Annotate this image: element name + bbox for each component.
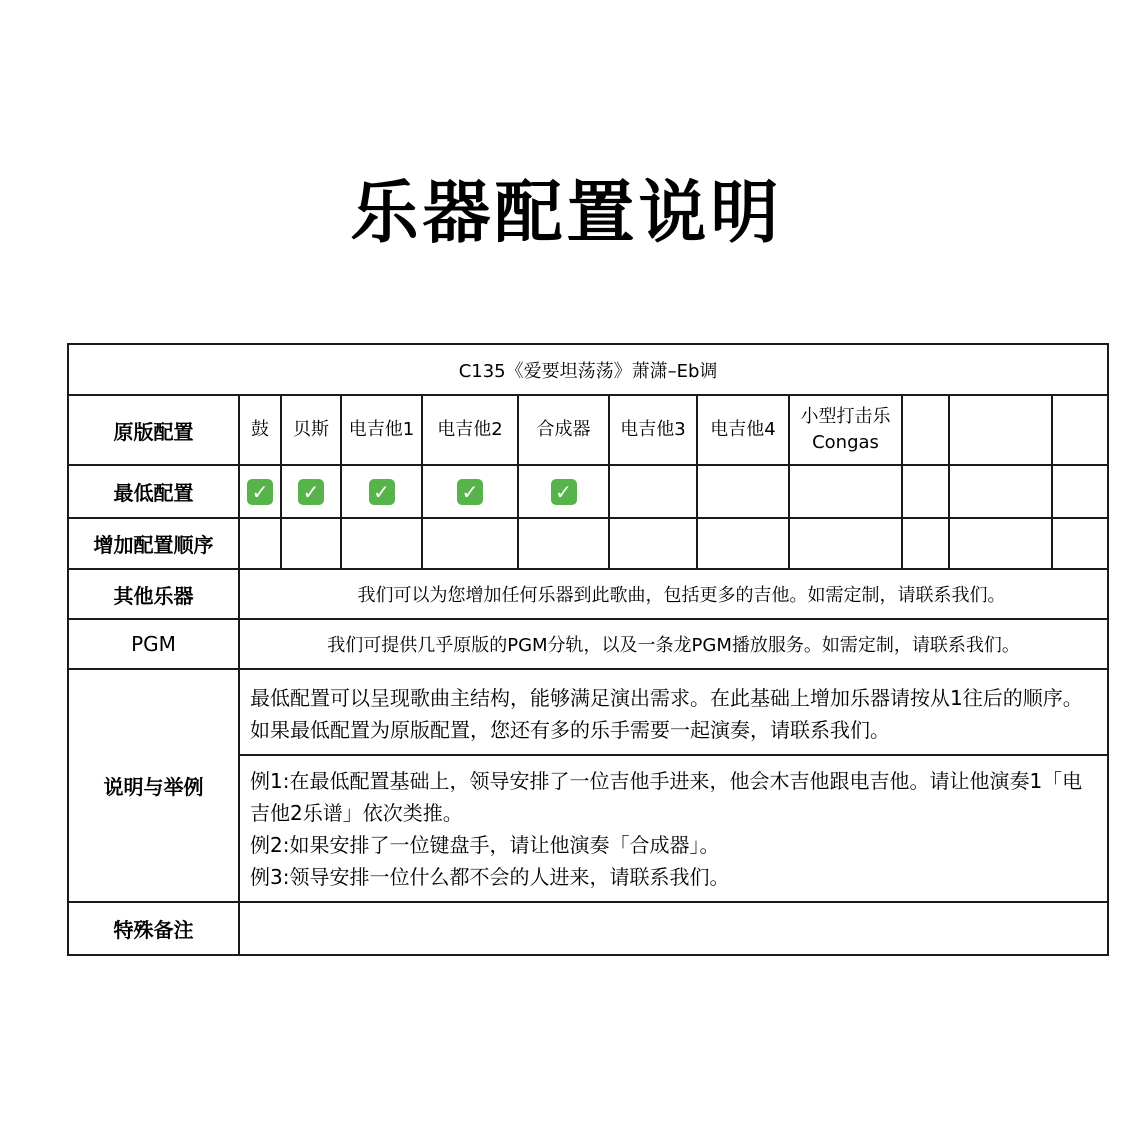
instrument-cell-empty [949,395,1052,465]
special-note-text [239,902,1108,955]
row-label-order: 增加配置顺序 [68,518,239,569]
checkmark-icon: ✓ [247,479,273,505]
instrument-cell-empty [902,395,949,465]
instrument-name: 鼓 [251,419,269,440]
row-label-explain: 说明与举例 [68,669,239,902]
order-cell [239,518,281,569]
order-cell [902,518,949,569]
instrument-name: 电吉他3 [620,419,686,440]
order-cell [341,518,422,569]
minimum-config-row [68,465,1108,518]
examples-block [240,756,1107,901]
example-item: 例3:领导安排一位什么都不会的人进来，请联系我们。 [250,865,730,889]
instrument-name: 合成器 [536,419,591,440]
instrument-subname: Congas [812,432,879,453]
order-cell [1052,518,1108,569]
instrument-cell [609,395,697,465]
other-instruments-text: 我们可以为您增加任何乐器到此歌曲，包括更多的吉他。如需定制，请联系我们。 [239,569,1108,619]
explanation-cell [239,669,1108,902]
order-cell [697,518,789,569]
checkmark-icon: ✓ [457,479,483,505]
min-cell [281,465,341,518]
special-note-row [68,902,1108,955]
checkmark-icon: ✓ [298,479,324,505]
instrument-cell [239,395,281,465]
min-cell [239,465,281,518]
page-title: 乐器配置说明 [350,174,783,253]
min-cell [1052,465,1108,518]
instrument-cell-empty [1052,395,1108,465]
order-cell [518,518,609,569]
instrument-cell [789,395,902,465]
pgm-text: 我们可提供几乎原版的PGM分轨，以及一条龙PGM播放服务。如需定制，请联系我们。 [239,619,1108,669]
row-label-other: 其他乐器 [68,569,239,619]
instrument-name: 电吉他2 [437,419,503,440]
instrument-cell [697,395,789,465]
order-cell [281,518,341,569]
other-instruments-row [68,569,1108,619]
instrument-config-table [67,343,1109,956]
checkmark-icon: ✓ [369,479,395,505]
order-cell [789,518,902,569]
add-order-row [68,518,1108,569]
original-config-row [68,395,1108,465]
min-cell [697,465,789,518]
explanation-text: 最低配置可以呈现歌曲主结构，能够满足演出需求。在此基础上增加乐器请按从1往后的顺序。如果最低配置为原版配置，您还有多的乐手需要一起演奏，请联系我们。 [240,670,1107,756]
order-cell [422,518,518,569]
instrument-name: 电吉他1 [348,419,415,440]
pgm-row [68,619,1108,669]
song-header: C135《爱要坦荡荡》萧潇–Eb调 [68,344,1108,395]
row-label-original: 原版配置 [68,395,239,465]
instrument-cell [518,395,609,465]
example-item: 例2:如果安排了一位键盘手，请让他演奏「合成器」。 [250,833,720,857]
checkmark-icon: ✓ [551,479,577,505]
instrument-name: 小型打击乐 [800,406,891,427]
min-cell [518,465,609,518]
min-cell [789,465,902,518]
min-cell [949,465,1052,518]
min-cell [609,465,697,518]
min-cell [902,465,949,518]
instrument-name: 贝斯 [293,419,329,440]
example-item: 例1:在最低配置基础上，领导安排了一位吉他手进来，他会木吉他跟电吉他。请让他演奏1「电吉他2乐谱」依次类推。 [250,769,1083,825]
min-cell [422,465,518,518]
row-label-note: 特殊备注 [68,902,239,955]
instrument-name: 电吉他4 [710,419,776,440]
explanation-row [68,669,1108,902]
instrument-cell [281,395,341,465]
order-cell [949,518,1052,569]
instrument-cell [422,395,518,465]
row-label-pgm: PGM [68,619,239,669]
order-cell [609,518,697,569]
instrument-cell [341,395,422,465]
min-cell [341,465,422,518]
row-label-minimum: 最低配置 [68,465,239,518]
